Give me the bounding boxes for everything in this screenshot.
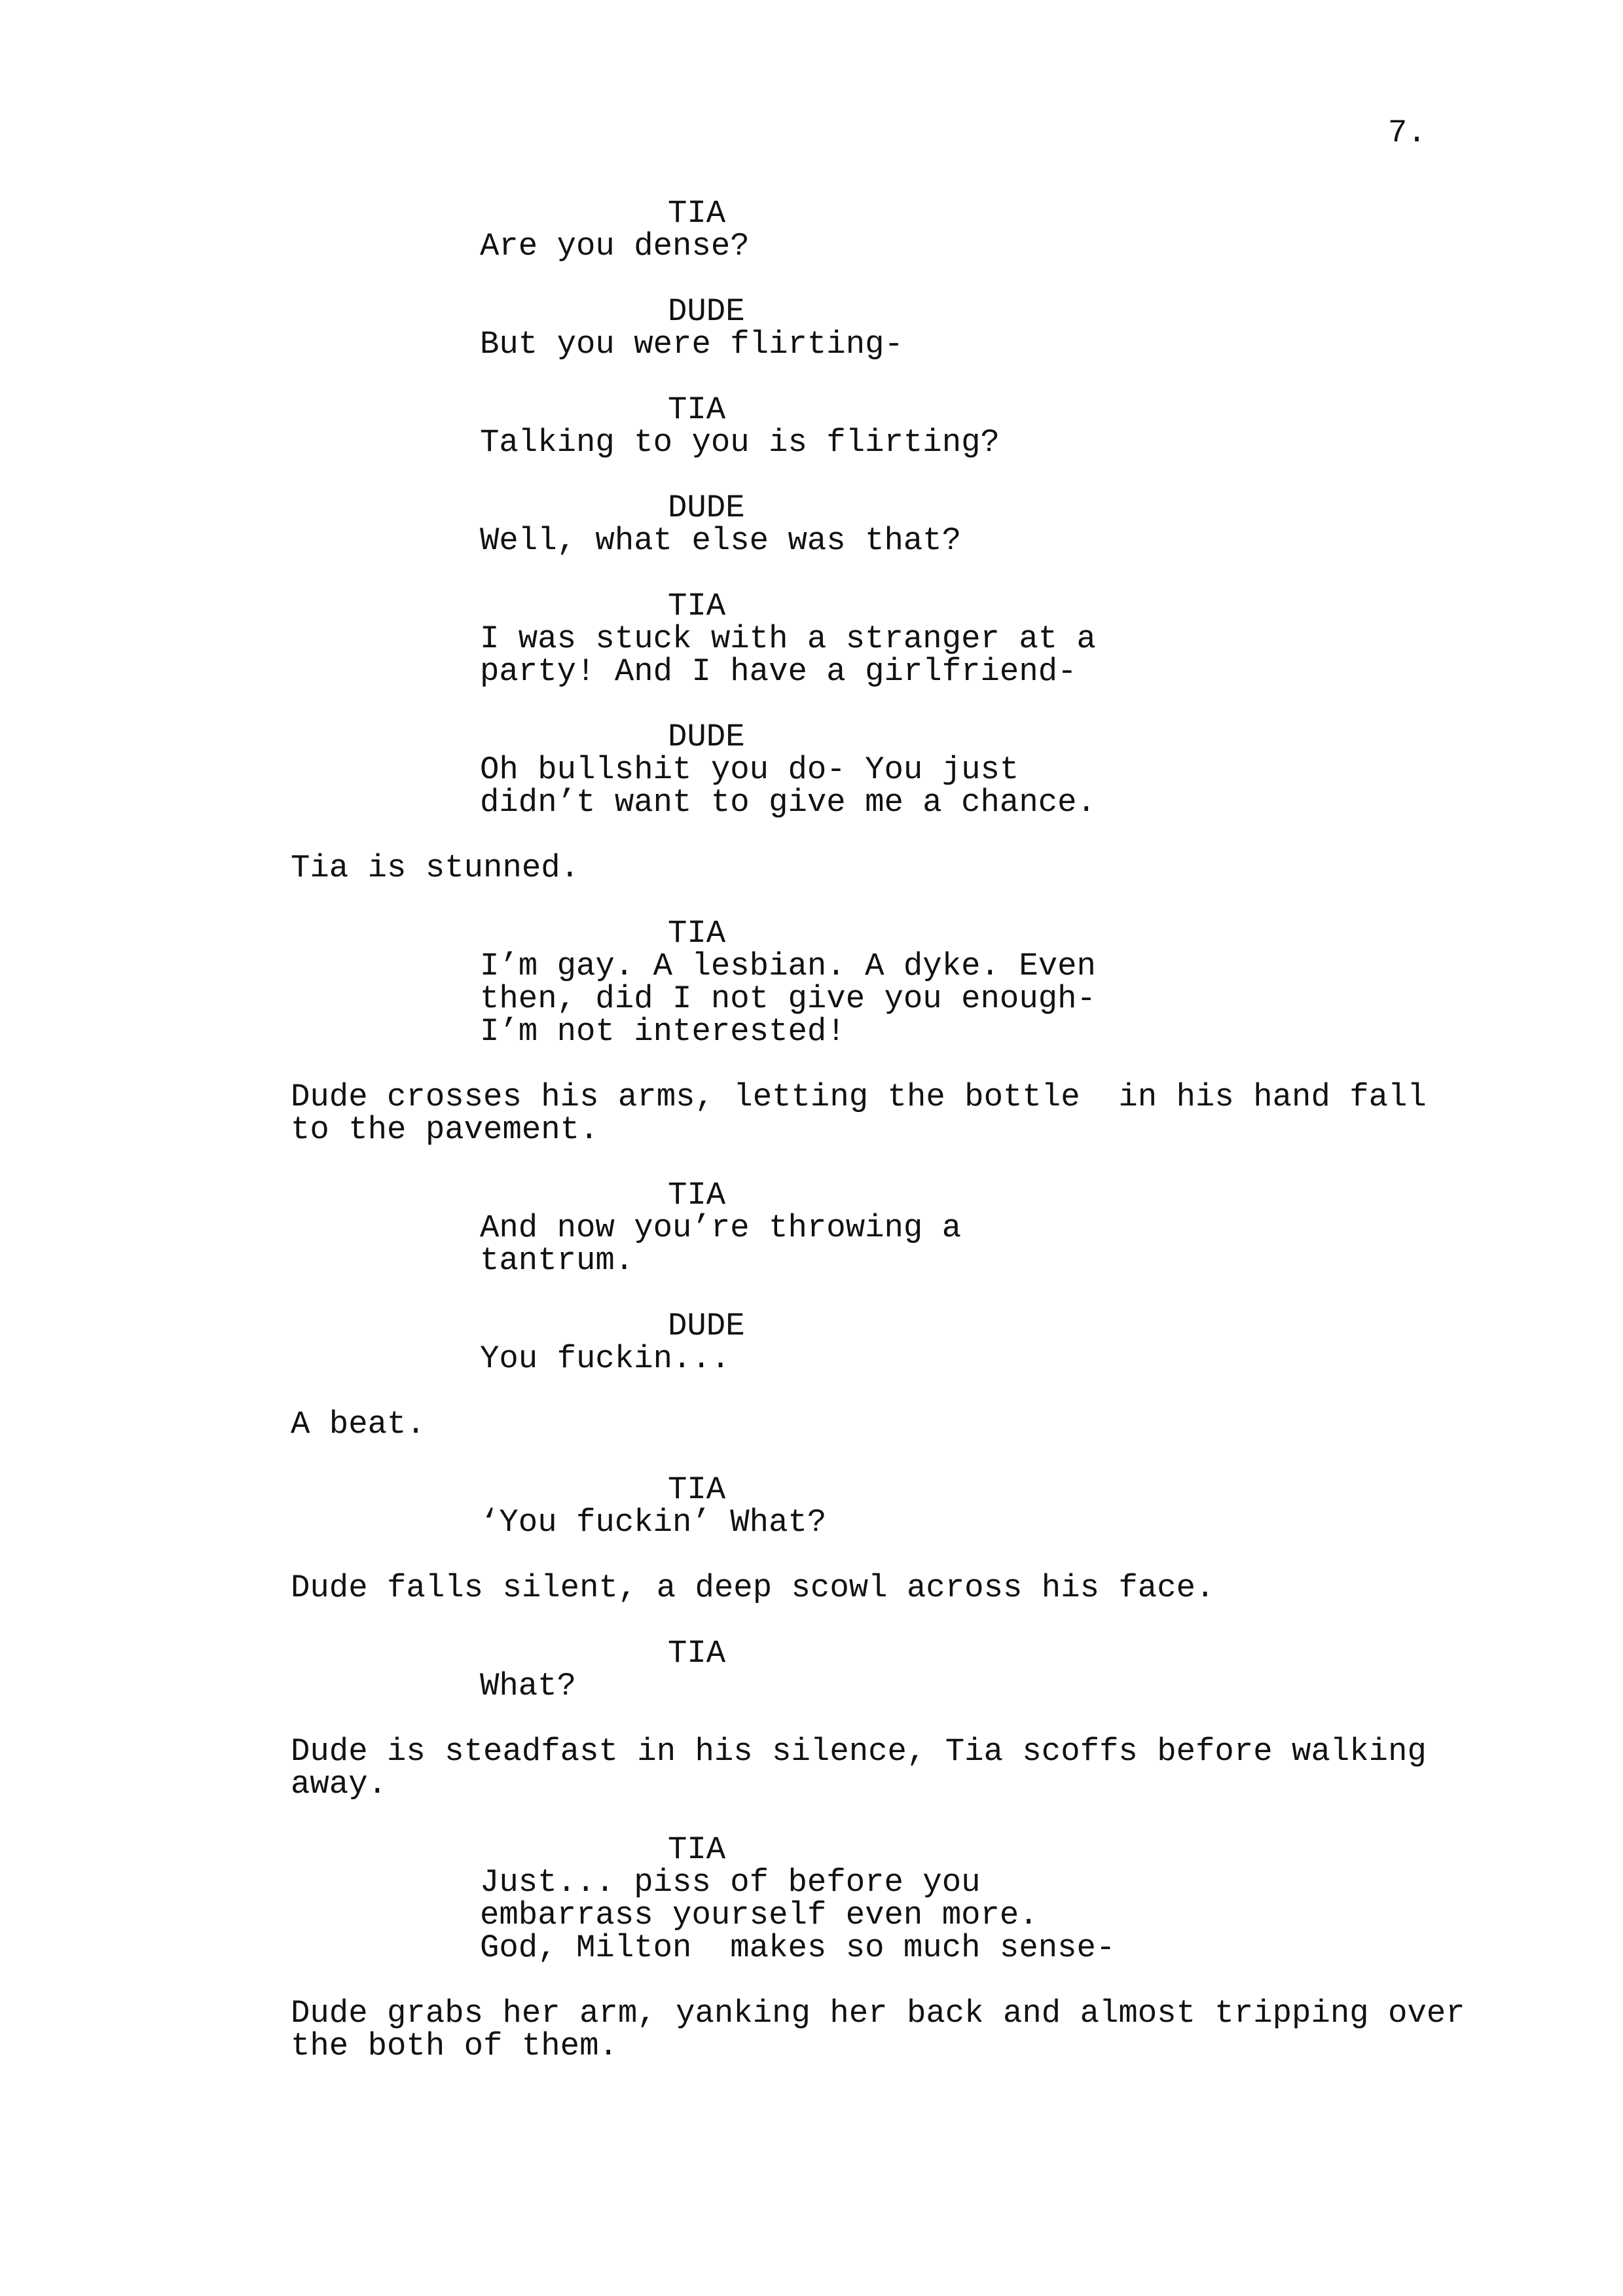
character-cue: TIA <box>668 391 726 428</box>
blank-line <box>291 262 1535 295</box>
blank-line <box>291 1801 1535 1833</box>
blank-line <box>291 1441 1535 1473</box>
dialogue-line: Well, what else was that? <box>480 522 962 559</box>
dialogue-line: then, did I not give you enough- <box>480 980 1096 1017</box>
action-line: the both of them. <box>291 2028 618 2064</box>
dialogue-block <box>291 1211 1535 1277</box>
blank-line <box>291 557 1535 590</box>
character-cue: DUDE <box>668 1308 745 1344</box>
dialogue-block <box>291 524 1535 557</box>
character-cue: TIA <box>668 588 726 624</box>
action-block <box>291 1571 1535 1604</box>
dialogue-line: I was stuck with a stranger at a <box>480 620 1096 657</box>
action-line: Dude grabs her arm, yanking her back and almost tripping over <box>291 1995 1465 2032</box>
character-cue: TIA <box>668 1635 726 1672</box>
blank-line <box>291 1702 1535 1735</box>
dialogue-line: I’m not interested! <box>480 1013 846 1050</box>
character-block <box>291 197 1535 230</box>
page-number: 7. <box>1388 115 1427 151</box>
blank-line <box>291 459 1535 492</box>
blank-line <box>291 688 1535 721</box>
dialogue-block <box>291 950 1535 1048</box>
dialogue-block <box>291 426 1535 459</box>
blank-line <box>291 1048 1535 1081</box>
action-line: to the pavement. <box>291 1111 599 1148</box>
dialogue-block <box>291 1506 1535 1539</box>
action-line: Dude falls silent, a deep scowl across his face. <box>291 1570 1215 1606</box>
character-cue: TIA <box>668 1831 726 1868</box>
dialogue-line: God, Milton makes so much sense- <box>480 1929 1116 1966</box>
character-block <box>291 590 1535 622</box>
character-cue: TIA <box>668 1177 726 1213</box>
action-block <box>291 1997 1535 2062</box>
dialogue-line: Talking to you is flirting? <box>480 424 1000 461</box>
dialogue-line: ‘You fuckin’ What? <box>480 1504 827 1541</box>
blank-line <box>291 1146 1535 1179</box>
blank-line <box>291 1539 1535 1571</box>
action-line: Dude crosses his arms, letting the bottle in his hand fall <box>291 1079 1427 1115</box>
script-body <box>291 197 1535 2062</box>
blank-line <box>291 884 1535 917</box>
action-line: away. <box>291 1766 388 1803</box>
action-line: A beat. <box>291 1406 426 1443</box>
dialogue-line: You fuckin... <box>480 1340 731 1377</box>
character-block <box>291 1833 1535 1866</box>
dialogue-line: party! And I have a girlfriend- <box>480 653 1077 690</box>
character-cue: TIA <box>668 915 726 952</box>
dialogue-block <box>291 1342 1535 1375</box>
dialogue-line: I’m gay. A lesbian. A dyke. Even <box>480 948 1096 984</box>
dialogue-block <box>291 1670 1535 1702</box>
dialogue-block <box>291 622 1535 688</box>
character-block <box>291 393 1535 426</box>
action-line: Tia is stunned. <box>291 850 580 886</box>
action-block <box>291 1408 1535 1441</box>
dialogue-line: Just... piss of before you <box>480 1864 981 1901</box>
action-block <box>291 1081 1535 1146</box>
dialogue-line: tantrum. <box>480 1242 634 1279</box>
character-block <box>291 295 1535 328</box>
character-cue: TIA <box>668 1471 726 1508</box>
dialogue-line: didn’t want to give me a chance. <box>480 784 1096 821</box>
dialogue-block <box>291 753 1535 819</box>
character-cue: TIA <box>668 195 726 232</box>
blank-line <box>291 1604 1535 1637</box>
blank-line <box>291 361 1535 393</box>
dialogue-line: Are you dense? <box>480 228 750 264</box>
dialogue-block <box>291 230 1535 262</box>
blank-line <box>291 1277 1535 1310</box>
character-block <box>291 1310 1535 1342</box>
dialogue-line: What? <box>480 1668 577 1704</box>
dialogue-block <box>291 328 1535 361</box>
character-block <box>291 1637 1535 1670</box>
dialogue-line: Oh bullshit you do- You just <box>480 751 1019 788</box>
action-line: Dude is steadfast in his silence, Tia scoffs before walking <box>291 1733 1427 1770</box>
character-block <box>291 492 1535 524</box>
dialogue-line: embarrass yourself even more. <box>480 1897 1038 1933</box>
dialogue-line: And now you’re throwing a <box>480 1210 962 1246</box>
character-block <box>291 1179 1535 1211</box>
dialogue-block <box>291 1866 1535 1964</box>
blank-line <box>291 1964 1535 1997</box>
blank-line <box>291 1375 1535 1408</box>
character-block <box>291 917 1535 950</box>
character-cue: DUDE <box>668 719 745 755</box>
character-block <box>291 1473 1535 1506</box>
action-block <box>291 1735 1535 1801</box>
action-block <box>291 852 1535 884</box>
character-cue: DUDE <box>668 490 745 526</box>
blank-line <box>291 819 1535 852</box>
character-cue: DUDE <box>668 293 745 330</box>
character-block <box>291 721 1535 753</box>
dialogue-line: But you were flirting- <box>480 326 903 363</box>
